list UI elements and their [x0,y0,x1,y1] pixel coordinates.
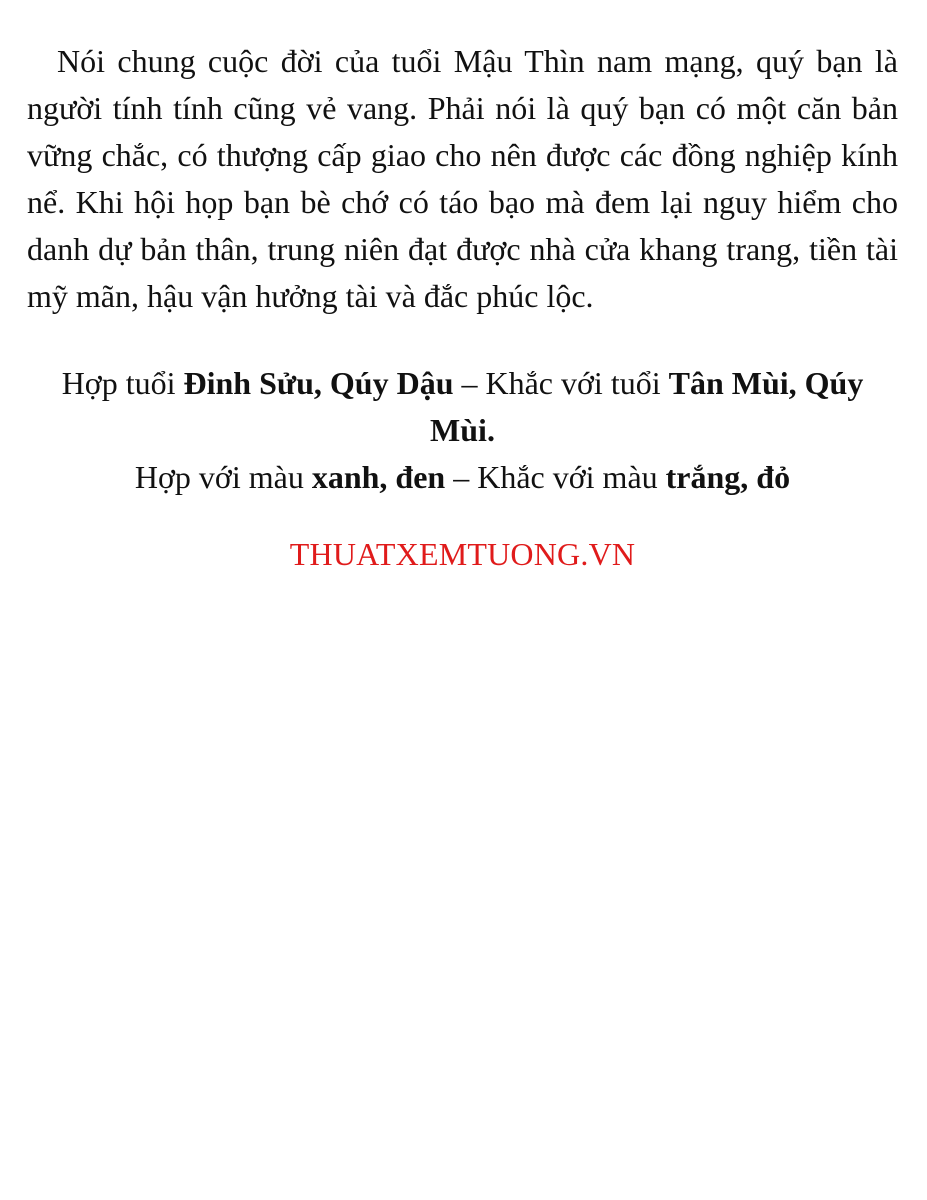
age-compat-bad: Tân Mùi, Qúy Mùi. [430,365,864,448]
color-compat-bad: trắng, đỏ [665,459,791,495]
age-compatibility-line [27,360,898,454]
color-compat-middle: – Khắc với màu [445,459,666,495]
compatibility-section [27,360,898,501]
color-compat-good: xanh, đen [311,459,446,495]
age-compat-prefix: Hợp tuổi [61,365,184,401]
body-paragraph: Nói chung cuộc đời của tuổi Mậu Thìn nam mạng, quý bạn là người tính tính cũng vẻ vang. Phải nói là quý bạn có một căn bản vững chắc, có thượng cấp giao cho nên được các đồng nghiệp kính nể. Khi hội họp bạn bè chớ có táo bạo mà đem lại nguy hiểm cho danh dự bản thân, trung niên đạt được nhà cửa khang trang, tiền tài mỹ mãn, hậu vận hưởng tài và đắc phúc lộc. [27,43,898,314]
age-compat-middle: – Khắc với tuổi [453,365,669,401]
age-compat-good: Đinh Sửu, Qúy Dậu [183,365,454,401]
color-compatibility-line [27,454,898,501]
color-compat-prefix: Hợp với màu [134,459,312,495]
website-watermark: THUATXEMTUONG.VN [289,536,636,572]
